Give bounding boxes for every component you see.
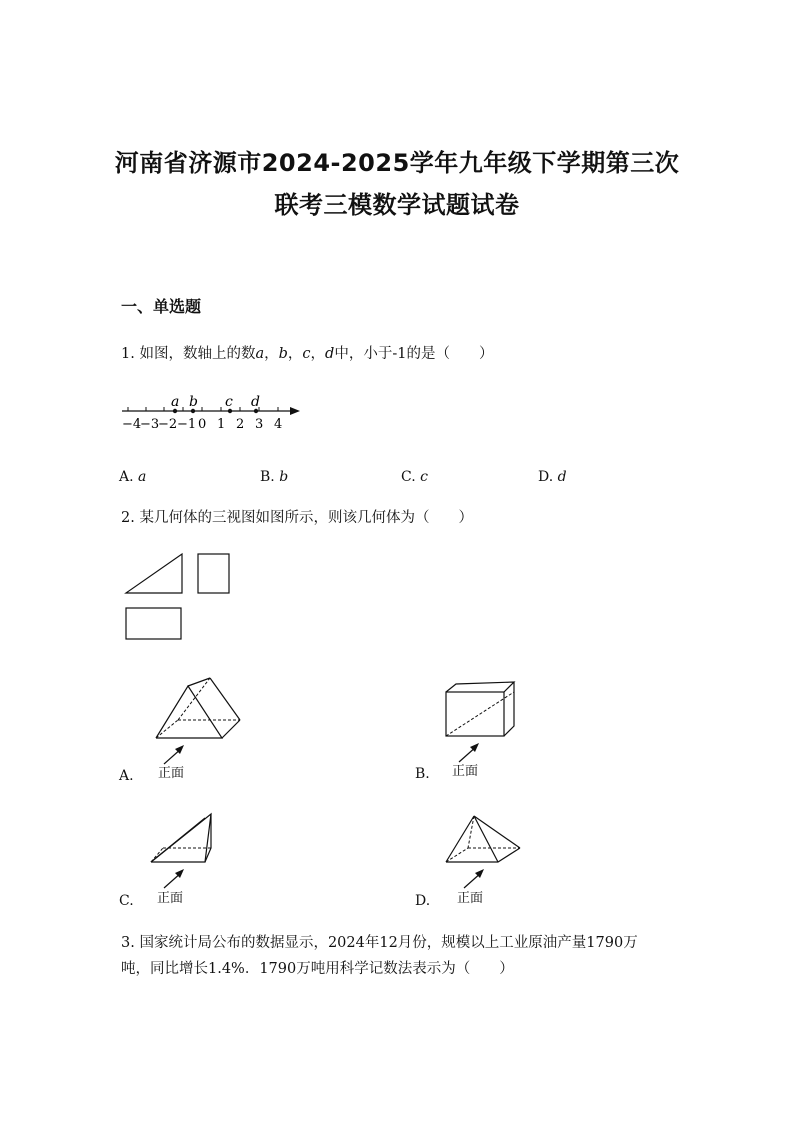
page-title-line2: 联考三模数学试题试卷	[274, 191, 520, 219]
solid-c-wedge	[145, 810, 223, 868]
question-1	[121, 342, 493, 363]
point-label-b: b	[189, 394, 198, 410]
front-label-a: 正面	[158, 766, 185, 781]
choice-letter: D.	[538, 469, 554, 485]
tick-label: 4	[274, 417, 283, 432]
number-line-figure	[118, 390, 308, 434]
point-label-a: a	[171, 394, 180, 410]
front-label-d: 正面	[457, 891, 484, 906]
tick-label: 0	[198, 417, 207, 432]
choice-value: d	[557, 469, 567, 485]
q1-var-d: d	[325, 346, 335, 362]
point-label-c: c	[225, 394, 233, 410]
q1-choice-c[interactable]	[401, 469, 428, 485]
question-3-line2: 吨，同比增长1.4%．1790万吨用科学记数法表示为（ ）	[121, 961, 514, 977]
tick-label: −3	[140, 417, 160, 432]
q2-choice-b[interactable]: B.	[415, 766, 430, 782]
q2-choice-a[interactable]: A.	[119, 768, 134, 784]
solid-d-pyramid	[440, 810, 526, 868]
q1-var-a: a	[255, 346, 265, 362]
q1-sep: ，	[310, 346, 326, 362]
number-line-arrow	[290, 407, 300, 415]
front-label-b: 正面	[452, 764, 479, 779]
page-title-line1: 河南省济源市2024-2025学年九年级下学期第三次	[114, 149, 680, 177]
q2-choice-c[interactable]: C.	[119, 893, 134, 909]
q1-sep: ，	[287, 346, 303, 362]
q2-number: 2.	[121, 510, 135, 526]
front-view-triangle	[126, 554, 182, 593]
choice-letter: A.	[119, 469, 134, 485]
tick-label: −2	[158, 417, 178, 432]
front-label-c: 正面	[157, 891, 184, 906]
side-view-rect	[198, 554, 229, 593]
q1-var-b: b	[278, 346, 288, 362]
q1-choice-a[interactable]	[119, 469, 146, 485]
choice-value: b	[279, 469, 289, 485]
q2-choice-d[interactable]: D.	[415, 893, 431, 909]
choice-letter: C.	[401, 469, 416, 485]
q1-text-before: 如图，数轴上的数	[139, 346, 256, 362]
tick-label: 1	[217, 417, 226, 432]
q1-number: 1.	[121, 346, 135, 362]
q1-sep: ，	[264, 346, 279, 362]
q1-var-c: c	[302, 346, 311, 362]
tick-label: −4	[122, 417, 142, 432]
tick-label: 3	[255, 417, 264, 432]
tick-label: −1	[177, 417, 197, 432]
top-view-rect	[126, 608, 181, 639]
question-3-line1: 3. 国家统计局公布的数据显示，2024年12月份，规模以上工业原油产量1790万	[121, 935, 638, 951]
q2-text: 某几何体的三视图如图所示，则该几何体为（ ）	[139, 510, 473, 526]
choice-letter: B.	[260, 469, 275, 485]
section-heading: 一、单选题	[121, 297, 202, 316]
choice-value: a	[138, 469, 147, 485]
three-views-figure	[120, 548, 240, 644]
solid-a-triangular-prism	[148, 672, 248, 744]
point-label-d: d	[251, 394, 260, 410]
q1-choice-b[interactable]	[260, 469, 288, 485]
solid-b-prism	[440, 676, 522, 740]
q1-text-after: 中，小于-1的是（ ）	[334, 346, 494, 362]
tick-label: 2	[236, 417, 245, 432]
choice-value: c	[420, 469, 428, 485]
question-2	[121, 506, 473, 527]
q1-choice-d[interactable]	[538, 469, 567, 485]
